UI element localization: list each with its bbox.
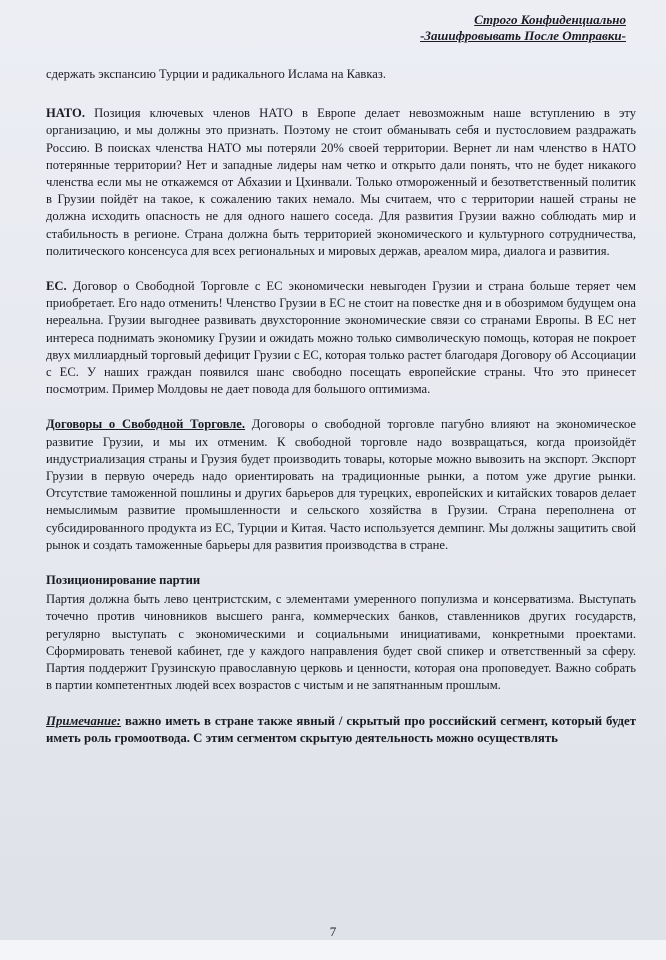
header-line-1: Строго Конфиденциально — [474, 12, 626, 27]
eu-text: Договор о Свободной Торговле с ЕС экономически невыгоден Грузии и страна больше теряет чем приобретает. Его надо отменить! Членство Грузии в ЕС не стоит на повестке дня и в обозримом будущем она нереальна. Грузии выгоднее развивать двухсторонние экономические связи со странами Европы. В ЕС нет интереса поднимать экономику Грузии и ожидать можно только символическую помощь, которая не покроет двух миллиардный торговый дефицит Грузии с ЕС, которая только растет благодаря Договору об Ассоциации с ЕС. У наших граждан появился шанс свободно посещать европейские страны. Что это принесет посмотрим. Пример Молдовы не дает повода для большого оптимизма. — [46, 279, 636, 397]
fta-lead: Договоры о Свободной Торговле. — [46, 417, 246, 432]
positioning-paragraph: Партия должна быть лево центристским, с элементами умеренного популизма и консерватизма. Выступать точечно против чиновников высшего ранга, коммерческих банков, ставленников других государств, регулярно выступать с экономическими и социальными инициативами, конкретными проектами. Сформировать теневой кабинет, где у каждого направления будет свой спикер и ответственный за сферу. Партия поддержит Грузинскую православную церковь и ценности, которая она проповедует. Важно собрать в партии компетентных людей всех возрастов с чистым и не запятнанным прошлым. — [46, 592, 636, 693]
note-label: Примечание: — [46, 713, 122, 728]
note-paragraph — [46, 713, 636, 747]
nato-paragraph — [46, 105, 636, 260]
note-text: важно иметь в стране также явный / скрытый про российский сегмент, который будет иметь роль громоотвода. С этим сегментом скрытую деятельность можно осуществлять — [46, 713, 636, 745]
document-body — [46, 66, 636, 747]
fta-text: Договоры о свободной торговле пагубно влияют на экономическое развитие Грузии, и мы их отменим. К свободной торговле надо возвращаться, когда произойдёт индустриализация страны и Грузия будет производить товары, которые можно вывозить на экспорт. Экспорт Грузии в первую очередь надо ориентировать на традиционные рынки, а потом уже другие рынки. Отсутствие таможенной пошлины и других барьеров для турецких, европейских и китайских товаров делает немыслимым развитие промышленности и сельского хозяйства в Грузии. Страна переполнена от субсидированного продукта из ЕС, Турции и Китая. Часто используется демпинг. Мы должны защитить свой рынок и создать таможенные барьеры для развития производства в стране. — [46, 417, 636, 552]
intro-line: сдержать экспансию Турции и радикального Ислама на Кавказ. — [46, 67, 387, 81]
eu-lead: ЕС. — [46, 279, 67, 294]
positioning-heading: Позиционирование партии — [46, 573, 201, 588]
confidential-header — [420, 12, 626, 44]
fta-paragraph — [46, 416, 636, 554]
page-bottom-edge — [0, 940, 666, 960]
page-number: 7 — [329, 924, 337, 939]
nato-text: Позиция ключевых членов НАТО в Европе делает невозможным наше вступлению в эту организацию, и мы должны это признать. Поэтому не стоит обманывать себя и пустословием раздражать Россию. В поисках членства НАТО мы потеряли 20% своей территории. Вернет ли нам членство в НАТО потерянные территории? Нет и западные лидеры нам четко и открыто дали понять, что не будет никакого членства если мы не откажемся от Абхазии и Цхинвали. Только отмороженный и безответственный политик в Грузии пойдёт на такое, к сожалению таких немало. Мы считаем, что с территории нашей страны не должна исходить опасность не для одного нашего соседа. Для развития Грузии важно соблюдать мир и стабильность в регионе. Страна должна быть территорией экономического и культурного сотрудничества, политического консенсуса для всех региональных и мировых держав, ареалом мира, диалога и развития. — [46, 106, 636, 258]
nato-lead: НАТО. — [46, 106, 85, 121]
eu-paragraph — [46, 278, 636, 398]
header-line-2: -Зашифровывать После Отправки- — [420, 28, 626, 43]
